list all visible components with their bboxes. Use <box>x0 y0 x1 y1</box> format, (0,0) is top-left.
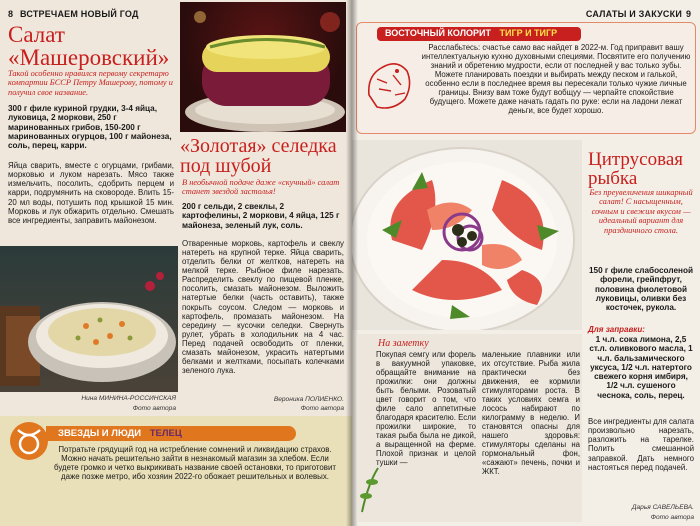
citrus-ingredients: 150 г филе слабосоленой форели, грейпфрут, половина фиолетовой луковицы, оливки без косточек, рукола. <box>589 266 693 313</box>
citrus-dressing-label: Для заправки: <box>588 325 645 334</box>
salad-masherovsky-method: Яйца сварить, вместе с огурцами, грибами, морковью и луком нарезать. Мясо также измельчить, посолить, сдобрить перцем и карри, подрумянить на сковороде. Влить 15-20 мл воды, потушить под крышкой 15 мин. Морковь и лук обжарить отдельно. Смешать все ингредиенты, заправить майонезом. <box>8 161 174 225</box>
stars-label: ЗВЕЗДЫ И ЛЮДИ <box>58 428 142 439</box>
salad-herring-credit-photo: Фото автора <box>300 405 344 412</box>
salad-masherovsky-ingredients: 300 г филе куриной грудки, 3-4 яйца, луковица, 2 моркови, 250 г маринованных грибов, 150-200 г маринованных огурцов, 100 г майонеза, соль, перец, карри. <box>8 104 172 151</box>
page-number-right: 9 <box>686 9 692 19</box>
stars-text: Потратьте грядущий год на истребление сомнений и ликвидацию страхов. Можно начать решительно зайти в незнакомый магазин за хлебом. Если будете громко и четко выкрикивать название своей остановки, то приготовит даже позже метро, ибо хозяин 2022-го обожает решительных и волевых. <box>53 445 337 482</box>
stars-sign: ТЕЛЕЦ <box>149 428 182 439</box>
tiger-icon <box>363 45 415 117</box>
citrus-credit-name: Дарья САВЕЛЬЕВА. <box>631 504 694 511</box>
salad-herring-method: Отваренные морковь, картофель и свеклу натереть на крупной терке. Яйца сварить, отделить белки от желтков, натереть на мелкой терке. Рыбное филе нарезать. Распределить свеклу по пищевой пленке, посолить, смазать майонезом. Выложить натертые белки (часть оставить), также покрыть соусом. Следом — морковь и картофель, промазать майонезом. На середину — кусочки селедки. Свернуть рулет, убрать в холодильник на 4 час. Перед подачей освободить от пленки, смазать майонезом, украсить натертыми белками и желтками, посыпать колечками зеленого лука. <box>182 239 344 376</box>
herring-roll-photo <box>180 2 346 132</box>
horoscope-box <box>356 22 696 134</box>
note-col1: Покупая семгу или форель в вакуумной упаковке, обращайте внимание на прожилки: они должны быть белыми. Розоватый цвет говорит о том, что филе сало аппетитные благодаря красителю. Если прожилки широкие, то такая рыба была не дикой, а выращенной на ферме. Плохой признак и целой тушки — <box>376 350 476 468</box>
salad-herring-ingredients: 200 г сельди, 2 свеклы, 2 картофелины, 2 моркови, 4 яйца, 125 г майонеза, зеленый лук, соль. <box>182 202 340 230</box>
masherovsky-salad-photo <box>0 246 178 392</box>
citrus-credit-photo: Фото автора <box>650 514 694 521</box>
citrus-method: Все ингредиенты для салата произвольно нарезать, разложить на тарелке. Полить смешанной заправкой. Дать немного настояться перед подачей. <box>588 417 695 472</box>
citrus-dressing: 1 ч.л. сока лимона, 2,5 ст.л. оливкового масла, 1 ч.л. бальзамического уксуса, 1/2 ч.л. натертого свежего корня имбиря, 1/2 ч.л. сушеного чеснока, соль, перец. <box>589 335 693 400</box>
salad-herring-title: «Золотая» селедка под шубой <box>180 135 337 177</box>
horoscope-text: Расслабьтесь: счастье само вас найдет в 2022-м. Год приправит вашу интеллектуальную кухню духовными специями. Посвятите его получению знаний и обретению мудрости, если от последней у вас только зубы. Можете планировать поездки и выбирать между песком и галькой, особенно если в последнее время вы пересекали только чужие личные границы. Внизу вам тоже будут вобщуу — черпайте спокойствие будущего. Можете даже начать гадать по руке: если на ладони лежат деньги, все будет хорошо. <box>421 43 691 115</box>
stars-banner <box>46 426 296 441</box>
note-col2: маленькие плавники или их отсутствие. Рыба жила практически без движения, ее кормили стимуляторами роста. В таких условиях семга и лосось набирают по килограмму в неделю. И становятся опасны для нашего здоровья: стимуляторы сделаны на гормональный фон, «сажают» печень, почки и ЖКТ. <box>482 350 580 477</box>
salad-masherovsky-credit-name: Нина МИНИНА-РОССИНСКАЯ <box>81 395 176 402</box>
section-header-left: ВСТРЕЧАЕМ НОВЫЙ ГОД <box>20 9 139 19</box>
citrus-fish-photo <box>352 140 582 330</box>
note-box <box>358 334 582 522</box>
section-header-right: САЛАТЫ И ЗАКУСКИ <box>585 9 682 19</box>
horoscope-banner <box>377 27 581 41</box>
horoscope-sign: ТИГР И ТИГР <box>499 28 558 38</box>
herb-decor-icon <box>358 464 382 514</box>
salad-herring-intro: В необычной подаче даже «скучный» салат станет звездой застолья! <box>182 178 340 197</box>
citrus-title: Цитрусовая рыбка <box>588 149 683 189</box>
taurus-icon <box>10 422 48 460</box>
salad-masherovsky-credit-photo: Фото автора <box>132 405 176 412</box>
horoscope-label: ВОСТОЧНЫЙ КОЛОРИТ <box>385 28 491 38</box>
salad-herring-credit-name: Вероника ПОЛИЕНКО. <box>273 396 344 403</box>
page-number-left: 8 <box>8 9 14 19</box>
note-label: На заметку <box>378 338 429 349</box>
right-page <box>352 0 700 526</box>
salad-masherovsky-title: Салат «Машеровский» <box>8 22 170 70</box>
salad-masherovsky-intro: Такой особенно нравился первому секретарю компартии БССР Петру Машерову, потому и получил свое название. <box>8 69 173 97</box>
stars-people-box <box>0 416 352 526</box>
citrus-intro: Без преувеличения шикарный салат! С насыщенным, сочным и свежим вкусом — идеальный вариант для праздничного стола. <box>589 188 693 235</box>
book-spine <box>346 0 358 526</box>
